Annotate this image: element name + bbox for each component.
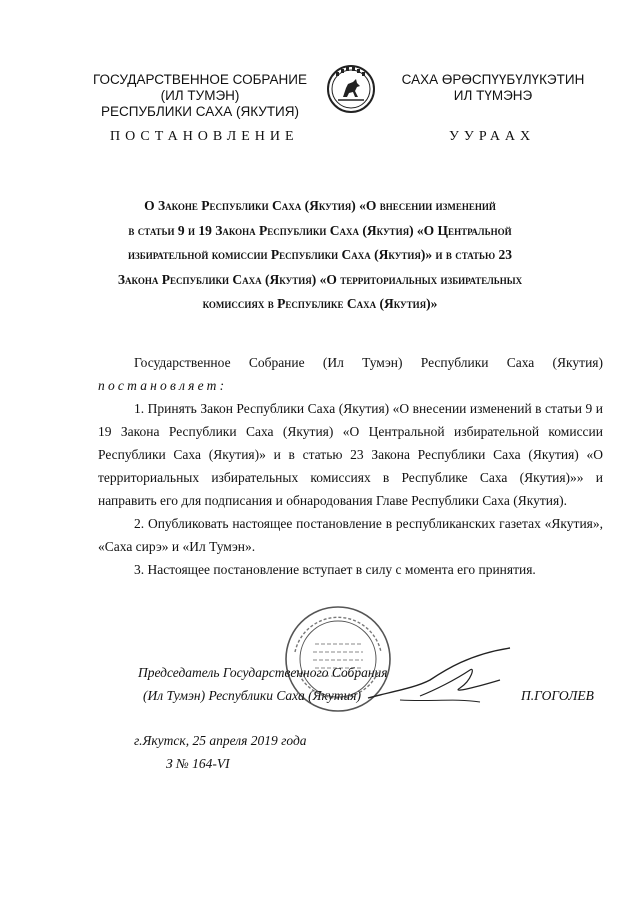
header-left [70, 72, 330, 120]
header-right-line2: ИЛ ТҮМЭНЭ [453, 88, 533, 103]
document-number: З № 164-VI [166, 756, 230, 771]
document-body [98, 351, 603, 581]
header-left-line3: РЕСПУБЛИКИ САХА (ЯКУТИЯ) [100, 104, 300, 119]
title-line3: избирательной комиссии Республики Саха (Якутия)» и в статью 23 [128, 247, 512, 262]
title-line2: в статьи 9 и 19 Закона Республики Саха (Якутия) «О Центральной [128, 222, 512, 238]
item-2: 2. Опубликовать настоящее постановление в республиканских газетах «Якутия», «Саха сирэ» и «Ил Тумэн». [98, 516, 603, 554]
doc-type-right: УУРААХ [449, 129, 536, 144]
doc-type-left: ПОСТАНОВЛЕНИЕ [110, 129, 299, 144]
signatory-position-line1: Председатель Государственного Собрания [138, 665, 388, 680]
title-line1: О Законе Республики Саха (Якутия) «О внесении изменений [144, 198, 496, 213]
header-right-line1: САХА ӨРӨСПҮҮБҮЛҮКЭТИН [401, 72, 585, 87]
header-left-line2: (ИЛ ТУМЭН) [160, 88, 240, 103]
intro-paragraph: Государственное Собрание (Ил Тумэн) Республики Саха (Якутия) [134, 355, 603, 370]
header-right [386, 72, 600, 104]
document-title [90, 194, 550, 317]
title-line5: комиссиях в Республике Саха (Якутия)» [202, 296, 438, 311]
signatory-name: П.ГОГОЛЕВ [521, 688, 594, 703]
item-1: 1. Принять Закон Республики Саха (Якутия) «О внесении изменений в статьи 9 и 19 Закона Республики Саха (Якутия) «О Центральной избирательной комиссии Республики Саха (Якутия)» и в статью 23 Закона Республики Саха (Якутия) «О территориальных избирательных комиссиях в Республике Саха (Якутия)»» и направить его для подписания и обнародования Главе Республики Саха (Якутия). [98, 401, 603, 508]
handwritten-signature-icon [360, 640, 520, 720]
item-3: 3. Настоящее постановление вступает в силу с момента его принятия. [134, 562, 536, 577]
place-date: г.Якутск, 25 апреля 2019 года [134, 733, 307, 748]
header-left-line1: ГОСУДАРСТВЕННОЕ СОБРАНИЕ [92, 72, 307, 87]
sakha-emblem-icon [326, 64, 376, 114]
postanovlyaet-word: постановляет: [98, 378, 228, 393]
signatory-position-line2: (Ил Тумэн) Республики Саха (Якутия) [143, 688, 362, 703]
title-line4: Закона Республики Саха (Якутия) «О территориальных избирательных [117, 271, 523, 287]
